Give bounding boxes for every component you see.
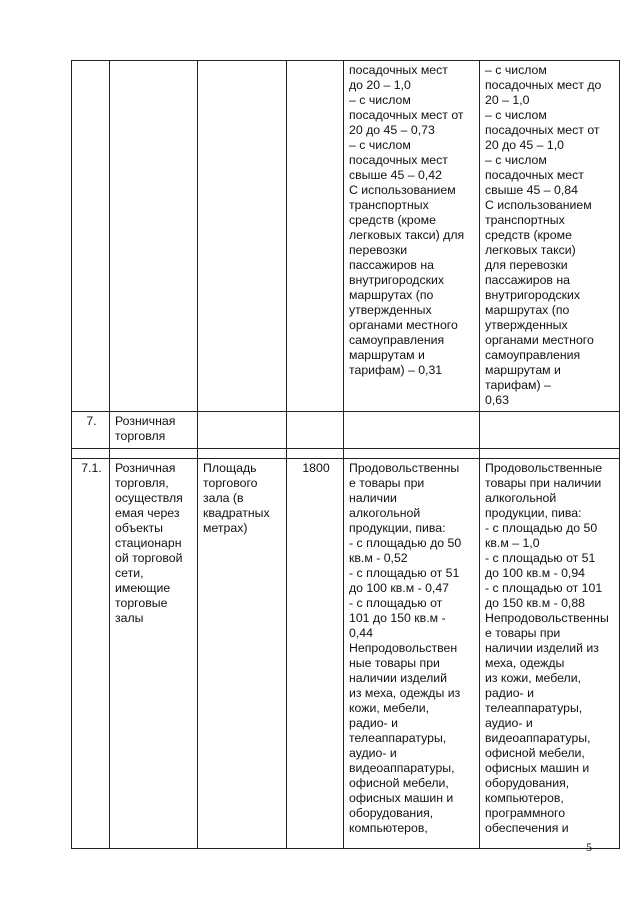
- spacer-cell: [110, 449, 198, 459]
- table-row: [72, 412, 620, 449]
- coefficient-b-cell: Продовольственные товары при наличии алкогольной продукции, пива: - с площадью до 50 кв.м – 1,0 - с площадью от 51 до 100 кв.м - 0,94 - с площадью от 101 до 150 кв.м - 0,88 Непродовольственны е товары при наличии изделий из меха, одежды из кожи, мебели, радио- и телеаппаратуры, аудио- и видеоаппаратуры, офисной мебели, офисных машин и оборудования, компьютеров, программного обеспечения и: [480, 459, 620, 849]
- coefficient-b-cell: [480, 412, 620, 449]
- table-row-spacer: [72, 449, 620, 459]
- base-yield-cell: [287, 61, 344, 412]
- spacer-cell: [72, 449, 110, 459]
- spacer-cell: [198, 449, 287, 459]
- table-row: [72, 61, 620, 412]
- coefficient-a-cell: [344, 412, 480, 449]
- physical-indicator-cell: [198, 412, 287, 449]
- row-number-cell: [72, 61, 110, 412]
- physical-indicator-cell: Площадь торгового зала (в квадратных метрах): [198, 459, 287, 849]
- activity-name-cell: Розничная торговля, осуществля емая через объекты стационарн ой торговой сети, имеющие торговые залы: [110, 459, 198, 849]
- spacer-cell: [344, 449, 480, 459]
- table-row: [72, 459, 620, 849]
- physical-indicator-cell: [198, 61, 287, 412]
- activity-name-cell: Розничная торговля: [110, 412, 198, 449]
- base-yield-cell: [287, 412, 344, 449]
- page-number: 5: [586, 840, 592, 854]
- tariff-table: [71, 60, 620, 849]
- base-yield-cell: 1800: [287, 459, 344, 849]
- row-number-cell: 7.: [72, 412, 110, 449]
- spacer-cell: [480, 449, 620, 459]
- activity-name-cell: [110, 61, 198, 412]
- coefficient-a-cell: посадочных мест до 20 – 1,0 – с числом посадочных мест от 20 до 45 – 0,73 – с числом посадочных мест свыше 45 – 0,42 С использованием транспортных средств (кроме легковых такси) для перевозки пассажиров на внутригородских маршрутах (по утвержденных органами местного самоуправления маршрутам и тарифам) – 0,31: [344, 61, 480, 412]
- coefficient-b-cell: – с числом посадочных мест до 20 – 1,0 – с числом посадочных мест от 20 до 45 – 1,0 – с числом посадочных мест свыше 45 – 0,84 С использованием транспортных средств (кроме легковых такси) для перевозки пассажиров на внутригородских маршрутах (по утвержденных органами местного самоуправления маршрутам и тарифам) – 0,63: [480, 61, 620, 412]
- row-number-cell: 7.1.: [72, 459, 110, 849]
- coefficient-a-cell: Продовольственны е товары при наличии алкогольной продукции, пива: - с площадью до 50 кв.м - 0,52 - с площадью от 51 до 100 кв.м - 0,47 - с площадью от 101 до 150 кв.м - 0,44 Непродовольствен ные товары при наличии изделий из меха, одежды из кожи, мебели, радио- и телеаппаратуры, аудио- и видеоаппаратуры, офисной мебели, офисных машин и оборудования, компьютеров,: [344, 459, 480, 849]
- spacer-cell: [287, 449, 344, 459]
